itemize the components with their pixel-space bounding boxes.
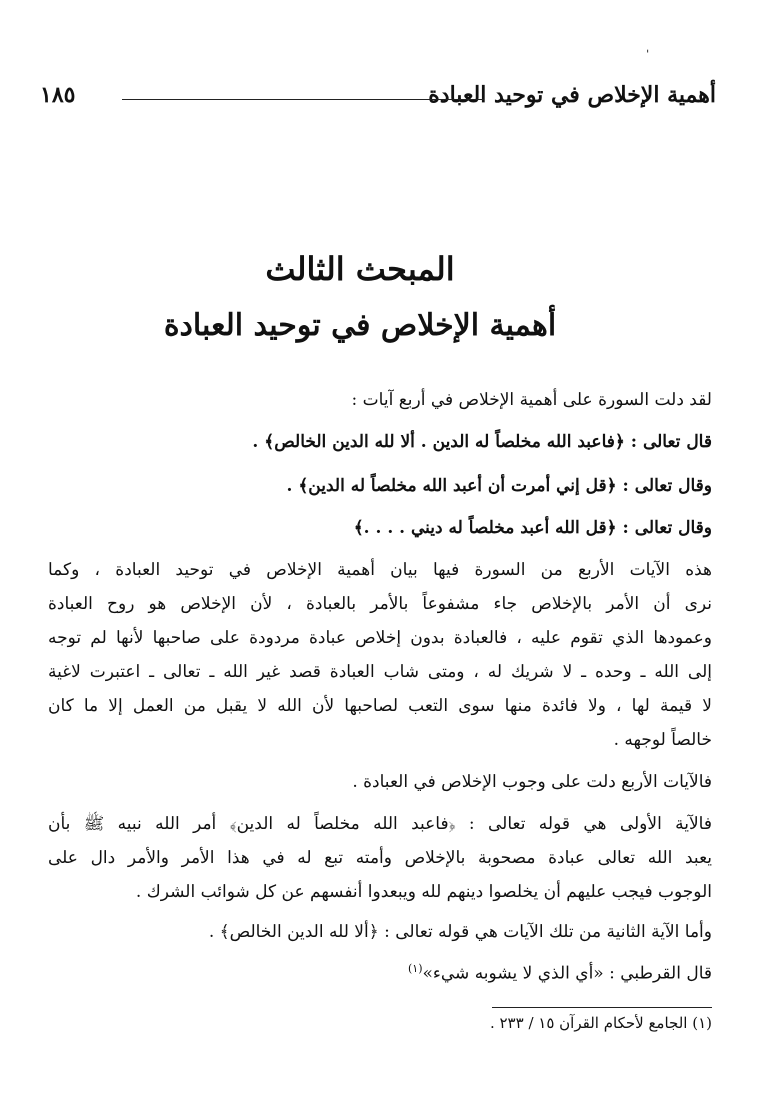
paragraph-line: فالآية الأولى هي قوله تعالى : ﴿فاعبد الله مخلصاً له الدين﴾ أمر الله نبيه ﷺ بأن bbox=[48, 814, 712, 834]
header-rule bbox=[122, 99, 484, 100]
verse-line: وقال تعالى : ﴿قل الله أعبد مخلصاً له ديني . . . .﴾ bbox=[353, 518, 712, 538]
margin-mark: ˈ bbox=[646, 48, 650, 62]
paragraph-line: خالصاً لوجهه . bbox=[613, 730, 712, 750]
quote-text: قال القرطبي : «أي الذي لا يشوبه شيء» bbox=[422, 963, 712, 984]
verse-line: وقال تعالى : ﴿قل إني أمرت أن أعبد الله مخلصاً له الدين﴾ . bbox=[286, 476, 712, 496]
paragraph-line: الوجوب فيجب عليهم أن يخلصوا دينهم لله ويبعدوا أنفسهم عن كل شوائب الشرك . bbox=[135, 882, 712, 902]
footnote-marker[interactable]: (١) bbox=[407, 962, 423, 975]
page-number: ١٨٥ bbox=[40, 82, 76, 108]
footnote: (١) الجامع لأحكام القرآن ١٥ / ٢٣٣ . bbox=[489, 1014, 712, 1032]
paragraph-line: وأما الآية الثانية من تلك الآيات هي قوله تعالى : ﴿ألا لله الدين الخالص﴾ . bbox=[208, 922, 712, 942]
running-title: أهمية الإخلاص في توحيد العبادة bbox=[428, 82, 716, 108]
paragraph-line: هذه الآيات الأربع من السورة فيها بيان أهمية الإخلاص في توحيد العبادة ، وكما bbox=[48, 560, 712, 580]
section-label: المبحث الثالث bbox=[265, 250, 455, 288]
paragraph-line: إلى الله ـ وحده ـ لا شريك له ، ومتى شاب العبادة قصد غير الله ـ تعالى ـ اعتبرت لاغية bbox=[48, 662, 712, 682]
paragraph-line: وعمودها الذي تقوم عليه ، فالعبادة بدون إخلاص عبادة مردودة على صاحبها لأنها لم توجه bbox=[48, 628, 712, 648]
running-header bbox=[40, 82, 716, 116]
paragraph-line: يعبد الله تعالى عبادة مصحوبة بالإخلاص وأمته تبع له في هذا الأمر والأمر دال على bbox=[48, 848, 712, 868]
paragraph-line: نرى أن الأمر بالإخلاص جاء مشفوعاً بالأمر بالعبادة ، لأن الإخلاص هو روح العبادة bbox=[48, 594, 712, 614]
intro-line: لقد دلت السورة على أهمية الإخلاص في أربع آيات : bbox=[351, 390, 712, 410]
section-title: أهمية الإخلاص في توحيد العبادة bbox=[163, 308, 557, 343]
verse-line: قال تعالى : ﴿فاعبد الله مخلصاً له الدين . ألا لله الدين الخالص﴾ . bbox=[252, 432, 712, 452]
paragraph-line: لا قيمة لها ، ولا فائدة منها سوى التعب لصاحبها لأن الله لا يقبل من العمل إلا ما كان bbox=[48, 696, 712, 716]
quote-line bbox=[408, 962, 712, 984]
footnote-rule bbox=[492, 1007, 712, 1008]
paragraph-line: فالآيات الأربع دلت على وجوب الإخلاص في العبادة . bbox=[352, 772, 712, 792]
